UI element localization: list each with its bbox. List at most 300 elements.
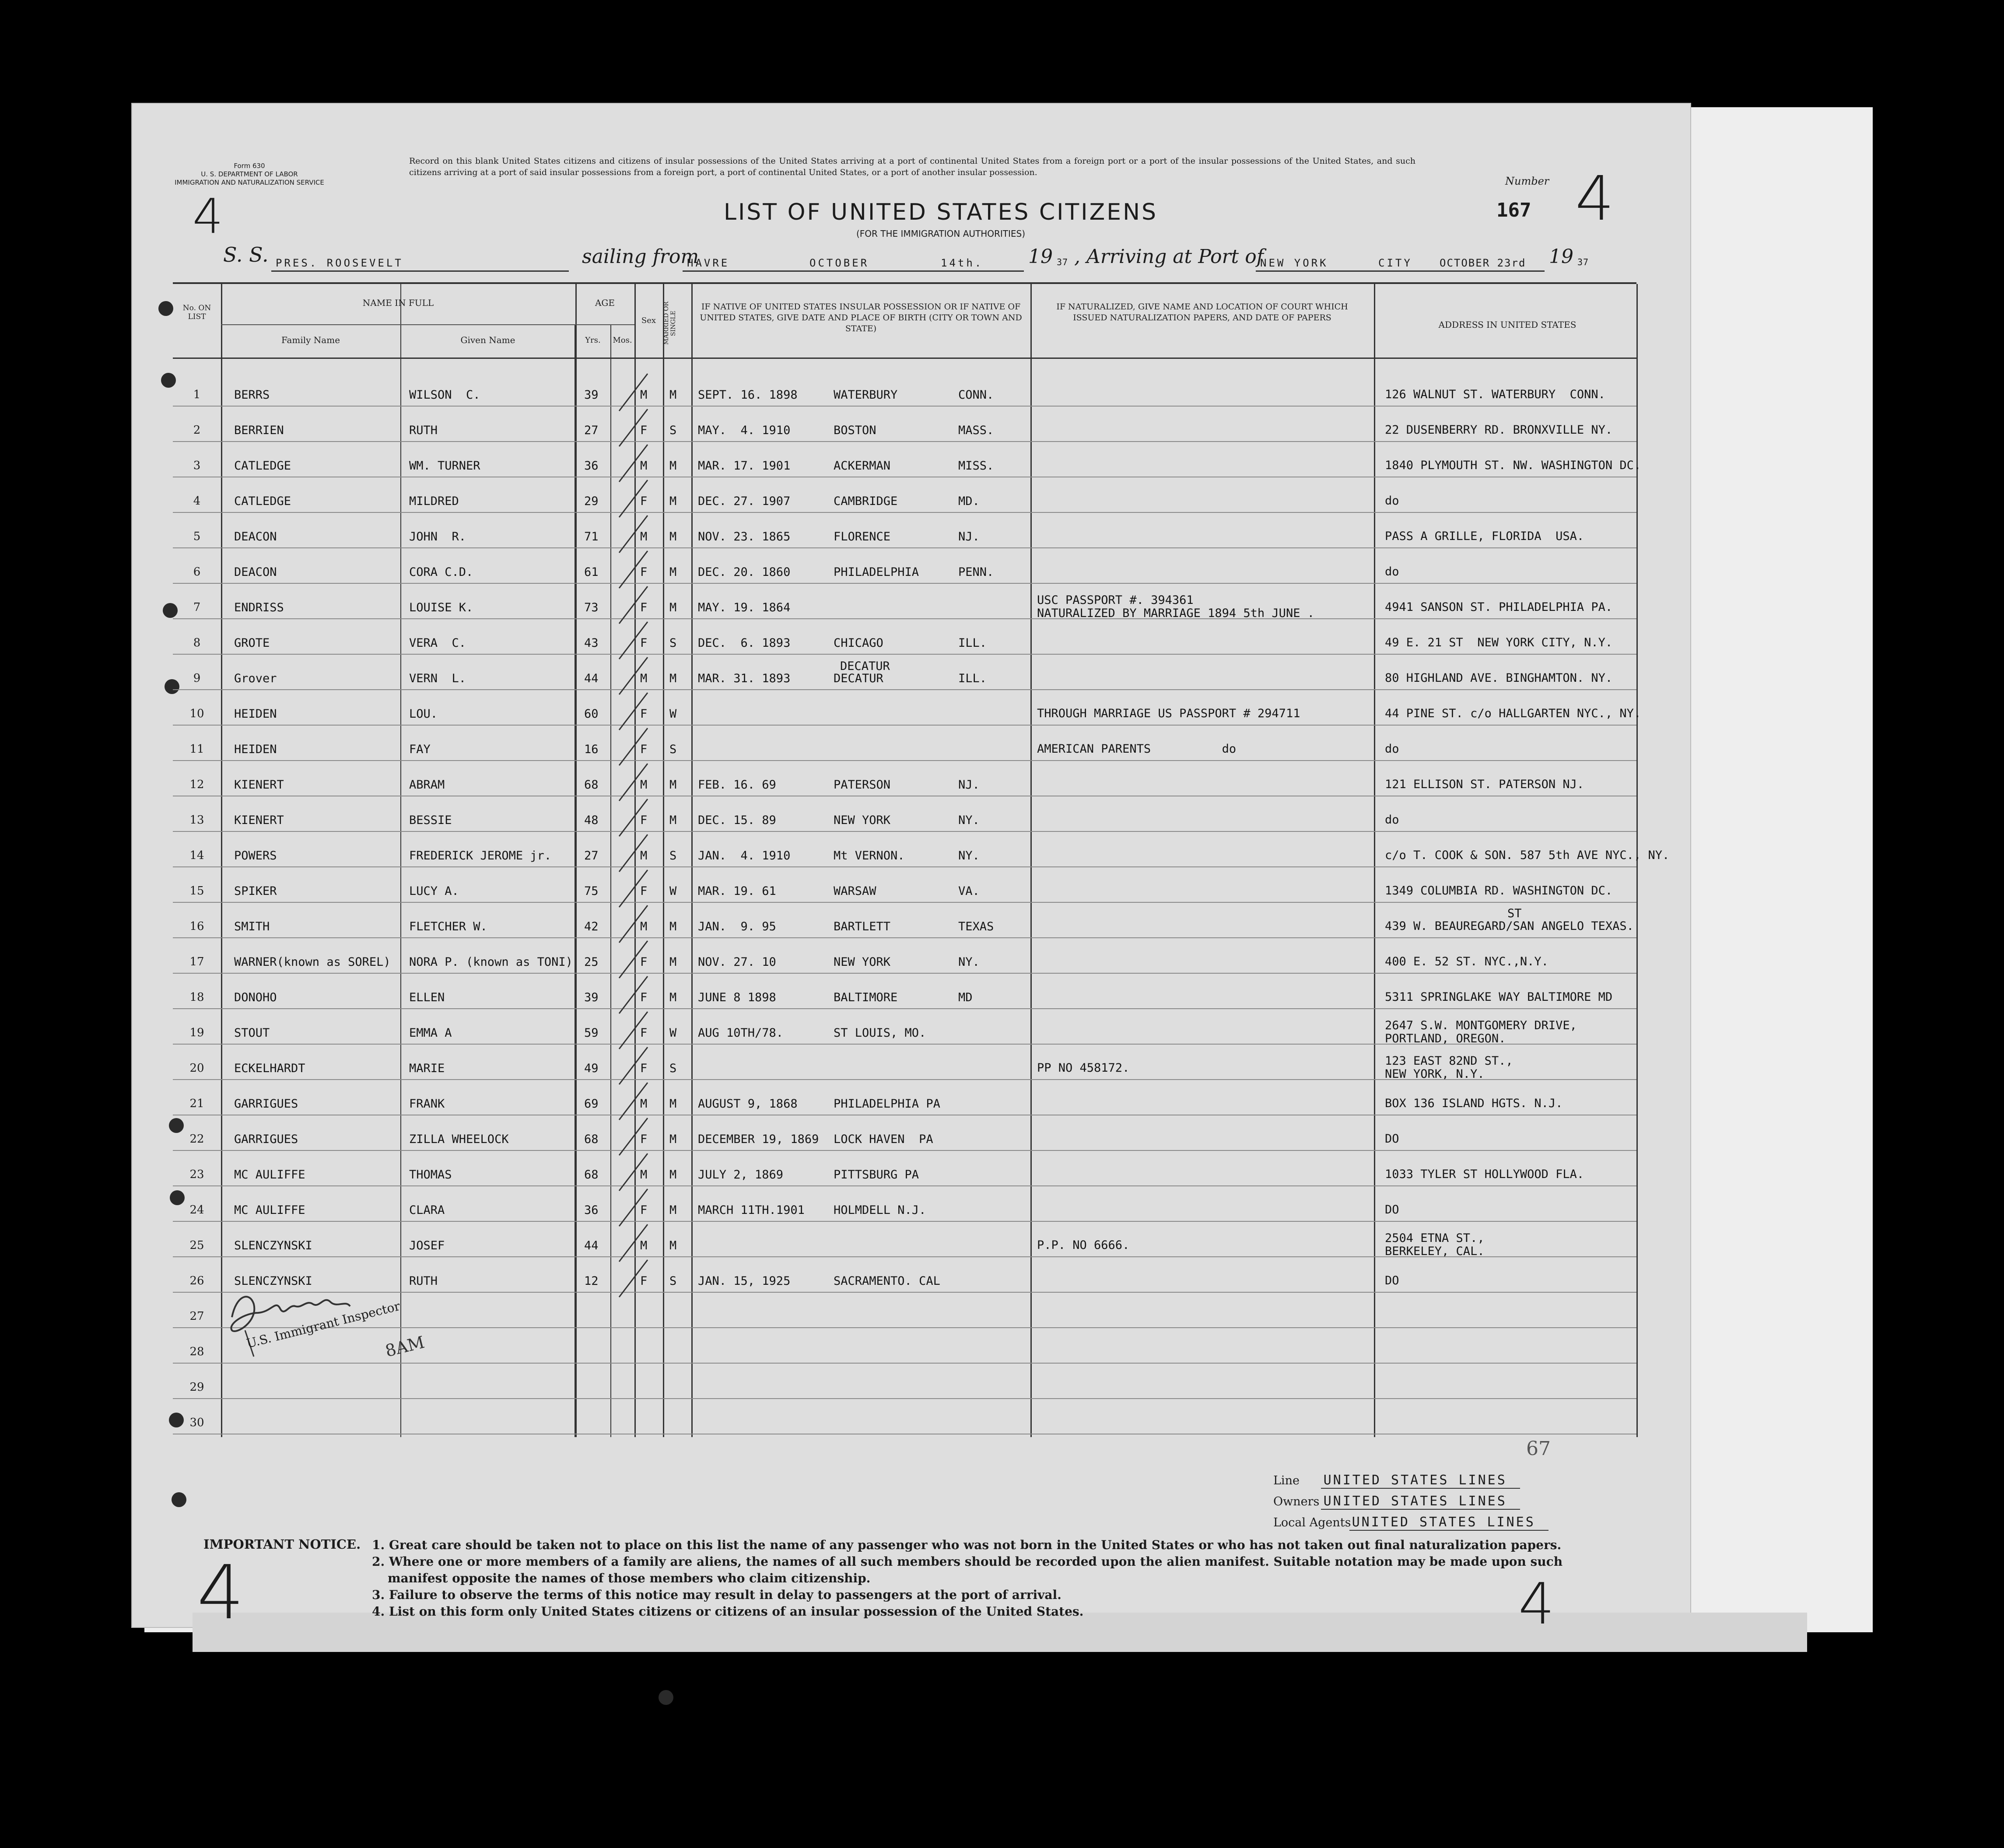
passenger-address: 1349 COLUMBIA RD. WASHINGTON DC.	[1385, 884, 1613, 898]
passenger-birth-place: PITTSBURG PA	[834, 1168, 919, 1182]
passenger-sex: M	[640, 920, 648, 933]
passenger-given-name: RUTH	[409, 424, 438, 437]
birthplace-correction: DECATUR	[840, 659, 890, 673]
passenger-sex: F	[640, 1203, 648, 1217]
passenger-birth-date: DECEMBER 19, 1869	[698, 1133, 819, 1146]
passenger-address: 126 WALNUT ST. WATERBURY CONN.	[1385, 388, 1605, 401]
passenger-marital-status: M	[669, 459, 677, 473]
row-number: 10	[189, 707, 204, 720]
passenger-sex: F	[640, 1274, 648, 1288]
passenger-family-name: MC AULIFFE	[234, 1168, 305, 1182]
passenger-marital-status: M	[669, 530, 677, 544]
passenger-sex: M	[640, 530, 648, 544]
passenger-age-years: 39	[584, 388, 599, 402]
passenger-age-years: 42	[584, 920, 599, 933]
passenger-birth-place: ST LOUIS, MO.	[834, 1026, 926, 1040]
passenger-address: do	[1385, 565, 1399, 579]
passenger-sex: M	[640, 849, 648, 863]
passenger-family-name: GARRIGUES	[234, 1133, 298, 1146]
passenger-sex: M	[640, 459, 648, 473]
local-agents-label: Local Agents	[1273, 1516, 1351, 1529]
passenger-birth-place: LOCK HAVEN PA	[834, 1133, 933, 1146]
passenger-family-name: WARNER(known as SOREL)	[234, 955, 391, 969]
passenger-age-years: 43	[584, 636, 599, 650]
passenger-family-name: KIENERT	[234, 778, 284, 792]
passenger-address: do	[1385, 742, 1399, 756]
passenger-marital-status: M	[669, 955, 677, 969]
passenger-family-name: ECKELHARDT	[234, 1062, 305, 1075]
passenger-sex: M	[640, 1097, 648, 1111]
passenger-family-name: BERRIEN	[234, 424, 284, 437]
passenger-birth-date: AUG 10TH/78.	[698, 1026, 784, 1040]
check-mark	[619, 870, 648, 907]
notice-item: 3. Failure to observe the terms of this notice may result in delay to passengers at the port of arrival.	[372, 1588, 1062, 1602]
header-given-name: Given Name	[460, 335, 515, 345]
departure-month: OCTOBER	[809, 257, 869, 269]
passenger-birth-place: CHICAGO	[834, 636, 883, 650]
check-mark	[619, 657, 648, 694]
passenger-marital-status: S	[669, 424, 677, 437]
ship-name: PRES. ROOSEVELT	[276, 257, 403, 269]
passenger-naturalization: THROUGH MARRIAGE US PASSPORT # 294711	[1037, 707, 1300, 720]
passenger-marital-status: M	[669, 920, 677, 933]
passenger-address: 4941 SANSON ST. PHILADELPHIA PA.	[1385, 600, 1613, 614]
passenger-given-name: MILDRED	[409, 494, 459, 508]
passenger-address: DO	[1385, 1132, 1399, 1146]
row-number: 7	[193, 601, 201, 614]
passenger-family-name: CATLEDGE	[234, 459, 291, 473]
passenger-age-years: 44	[584, 1239, 599, 1252]
passenger-birth-state: NJ.	[958, 778, 980, 792]
passenger-family-name: DEACON	[234, 565, 277, 579]
passenger-naturalization: AMERICAN PARENTS do	[1037, 742, 1237, 756]
passenger-given-name: ELLEN	[409, 991, 445, 1004]
punch-hole	[659, 1690, 673, 1705]
passenger-address: 121 ELLISON ST. PATERSON NJ.	[1385, 778, 1584, 791]
passenger-given-name: ZILLA WHEELOCK	[409, 1133, 509, 1146]
passenger-given-name: EMMA A	[409, 1026, 452, 1040]
passenger-marital-status: S	[669, 849, 677, 863]
passenger-sex: F	[640, 494, 648, 508]
passenger-age-years: 59	[584, 1026, 599, 1040]
passenger-marital-status: M	[669, 388, 677, 402]
inspector-title: U.S. Immigrant Inspector	[245, 1298, 402, 1351]
notice-item: manifest opposite the names of those members who claim citizenship.	[388, 1571, 871, 1585]
row-number: 6	[193, 565, 201, 579]
passenger-birth-place: NEW YORK	[834, 955, 891, 969]
passenger-given-name: VERN L.	[409, 672, 466, 685]
departure-day: 14th.	[941, 257, 984, 269]
check-mark	[619, 1189, 648, 1226]
passenger-given-name: FREDERICK JEROME jr.	[409, 849, 552, 863]
passenger-birth-state: CONN.	[958, 388, 994, 402]
check-mark	[619, 1224, 648, 1262]
passenger-naturalization: P.P. NO 6666.	[1037, 1238, 1130, 1252]
passenger-address: 22 DUSENBERRY RD. BRONXVILLE NY.	[1385, 423, 1613, 437]
passenger-address: 123 EAST 82ND ST., NEW YORK, N.Y.	[1385, 1054, 1513, 1081]
passenger-birth-date: MAR. 19. 61	[698, 884, 776, 898]
row-number: 26	[189, 1274, 204, 1287]
passenger-family-name: MC AULIFFE	[234, 1203, 305, 1217]
punch-hole	[158, 301, 173, 316]
passenger-birth-date: JUNE 8 1898	[698, 991, 776, 1004]
check-mark	[619, 586, 648, 624]
passenger-birth-state: TEXAS	[958, 920, 994, 933]
row-number: 27	[189, 1310, 204, 1323]
notice-item: 1. Great care should be taken not to place on this list the name of any passenger who was not born in the United States or who has not taken out final naturalization papers.	[372, 1538, 1562, 1552]
passenger-given-name: MARIE	[409, 1062, 445, 1075]
row-number: 23	[189, 1168, 204, 1181]
passenger-birth-state: MASS.	[958, 424, 994, 437]
local-agents-value: UNITED STATES LINES	[1349, 1515, 1549, 1531]
passenger-given-name: FAY	[409, 743, 431, 756]
passenger-birth-state: MISS.	[958, 459, 994, 473]
row-number: 5	[193, 530, 201, 543]
passenger-address: 80 HIGHLAND AVE. BINGHAMTON. NY.	[1385, 671, 1613, 685]
passenger-address: 439 W. BEAUREGARD/SAN ANGELO TEXAS.	[1385, 919, 1634, 933]
passenger-marital-status: S	[669, 636, 677, 650]
passenger-birth-state: PENN.	[958, 565, 994, 579]
passenger-family-name: KIENERT	[234, 814, 284, 827]
sailing-from-label: sailing from	[582, 245, 699, 268]
passenger-age-years: 68	[584, 1133, 599, 1146]
row-number: 29	[189, 1381, 204, 1394]
passenger-marital-status: S	[669, 1062, 677, 1075]
row-number: 9	[193, 672, 201, 685]
passenger-family-name: DEACON	[234, 530, 277, 544]
page-title: LIST OF UNITED STATES CITIZENS	[723, 199, 1158, 225]
row-number: 15	[189, 884, 204, 898]
passenger-address: DO	[1385, 1274, 1399, 1287]
passenger-birth-place: SACRAMENTO. CAL	[834, 1274, 940, 1288]
check-mark	[619, 409, 648, 446]
passenger-age-years: 36	[584, 1203, 599, 1217]
passenger-family-name: SLENCZYNSKI	[234, 1239, 312, 1252]
passenger-birth-state: ILL.	[958, 672, 987, 685]
passenger-sex: F	[640, 424, 648, 437]
passenger-birth-date: NOV. 23. 1865	[698, 530, 791, 544]
passenger-birth-state: NY.	[958, 849, 980, 863]
passenger-family-name: HEIDEN	[234, 743, 277, 756]
check-mark	[619, 445, 648, 482]
passenger-sex: M	[640, 388, 648, 402]
passenger-birth-place: BARTLETT	[834, 920, 891, 933]
passenger-sex: F	[640, 955, 648, 969]
passenger-age-years: 68	[584, 1168, 599, 1182]
passenger-sex: M	[640, 1239, 648, 1252]
line-label: Line	[1273, 1474, 1300, 1487]
passenger-birth-date: MARCH 11TH.1901	[698, 1203, 805, 1217]
passenger-given-name: ABRAM	[409, 778, 445, 792]
row-number: 11	[189, 743, 204, 756]
notice-item: 2. Where one or more members of a family are aliens, the names of all such members should be recorded upon the alien manifest. Suitable notation may be made upon such	[372, 1554, 1563, 1569]
passenger-sex: F	[640, 601, 648, 614]
passenger-marital-status: M	[669, 991, 677, 1004]
passenger-birth-place: DECATUR	[834, 672, 883, 685]
form-number: Form 630	[234, 162, 265, 170]
passenger-sex: F	[640, 565, 648, 579]
passenger-given-name: WILSON C.	[409, 388, 480, 402]
passenger-marital-status: M	[669, 1133, 677, 1146]
header-months: Mos.	[613, 336, 632, 345]
check-mark	[619, 941, 648, 978]
passenger-age-years: 61	[584, 565, 599, 579]
list-number-handwritten: 4	[1575, 163, 1615, 235]
local-agents-row	[1273, 1515, 1549, 1530]
row-number: 2	[193, 424, 201, 437]
passenger-birth-place: PATERSON	[834, 778, 891, 792]
passenger-address: do	[1385, 494, 1399, 508]
passenger-given-name: JOHN R.	[409, 530, 466, 544]
passenger-sex: F	[640, 636, 648, 650]
notice-list	[372, 1537, 1641, 1620]
passenger-address: 44 PINE ST. c/o HALLGARTEN NYC., NY.	[1385, 707, 1641, 720]
number-label: Number	[1505, 175, 1549, 187]
form-identifier	[171, 162, 328, 187]
check-mark	[619, 1012, 648, 1049]
passenger-age-years: 27	[584, 849, 599, 863]
passenger-birth-date: DEC. 6. 1893	[698, 636, 791, 650]
passenger-given-name: FRANK	[409, 1097, 445, 1111]
passenger-birth-date: MAY. 19. 1864	[698, 601, 791, 614]
passenger-age-years: 39	[584, 991, 599, 1004]
passenger-given-name: JOSEF	[409, 1239, 445, 1252]
check-mark	[619, 905, 648, 943]
header-sex: Sex	[641, 316, 656, 325]
passenger-family-name: POWERS	[234, 849, 277, 863]
passenger-sex: F	[640, 1133, 648, 1146]
passenger-birth-date: MAR. 31. 1893	[698, 672, 791, 685]
check-mark	[619, 622, 648, 659]
row-number: 3	[193, 459, 201, 472]
passenger-age-years: 16	[584, 743, 599, 756]
passenger-birth-date: JULY 2, 1869	[698, 1168, 784, 1182]
passenger-marital-status: M	[669, 1097, 677, 1111]
passenger-age-years: 12	[584, 1274, 599, 1288]
passenger-family-name: GROTE	[234, 636, 270, 650]
passenger-birth-date: MAY. 4. 1910	[698, 424, 791, 437]
arrival-date: OCTOBER 23rd	[1440, 257, 1526, 269]
page-subtitle: (FOR THE IMMIGRATION AUTHORITIES)	[856, 228, 1026, 239]
punch-hole	[172, 1492, 186, 1507]
owners-row	[1273, 1494, 1520, 1509]
passenger-marital-status: W	[669, 707, 677, 721]
passenger-sex: F	[640, 1026, 648, 1040]
passenger-given-name: CLARA	[409, 1203, 445, 1217]
header-age: AGE	[595, 298, 615, 308]
passenger-age-years: 75	[584, 884, 599, 898]
arrival-port: NEW YORK	[1260, 257, 1328, 269]
passenger-family-name: BERRS	[234, 388, 270, 402]
row-number: 17	[189, 955, 204, 968]
passenger-sex: F	[640, 707, 648, 721]
service-name: IMMIGRATION AND NATURALIZATION SERVICE	[175, 179, 324, 186]
passenger-marital-status: S	[669, 743, 677, 756]
passenger-birth-place: BOSTON	[834, 424, 876, 437]
notice-heading: IMPORTANT NOTICE.	[203, 1537, 361, 1552]
handwritten-number-bottom-right: 4	[1518, 1571, 1555, 1637]
passenger-given-name: WM. TURNER	[409, 459, 480, 473]
departure-port: HAVRE	[687, 257, 730, 269]
passenger-birth-date: JAN. 9. 95	[698, 920, 776, 933]
owners-value: UNITED STATES LINES	[1321, 1494, 1520, 1510]
check-mark	[619, 1047, 648, 1084]
check-mark	[619, 374, 648, 411]
voyage-line	[223, 243, 1615, 274]
passenger-age-years: 71	[584, 530, 599, 544]
passenger-birth-state: ILL.	[958, 636, 987, 650]
check-mark	[619, 1260, 648, 1297]
passenger-birth-state: MD	[958, 991, 973, 1004]
passenger-family-name: ENDRISS	[234, 601, 284, 614]
passenger-age-years: 60	[584, 707, 599, 721]
check-mark	[619, 764, 648, 801]
passenger-sex: F	[640, 1062, 648, 1075]
passenger-address: 49 E. 21 ST NEW YORK CITY, N.Y.	[1385, 636, 1613, 649]
passenger-given-name: NORA P. (known as TONI)	[409, 955, 573, 969]
check-mark	[619, 799, 648, 836]
passenger-birth-state: MD.	[958, 494, 980, 508]
passenger-marital-status: S	[669, 1274, 677, 1288]
passenger-family-name: Grover	[234, 672, 277, 685]
passenger-birth-date: JAN. 4. 1910	[698, 849, 791, 863]
passenger-given-name: LOUISE K.	[409, 601, 473, 614]
passenger-birth-state: NY.	[958, 955, 980, 969]
passenger-birth-place: Mt VERNON.	[834, 849, 905, 863]
passenger-marital-status: M	[669, 601, 677, 614]
notice-item: 4. List on this form only United States citizens or citizens of an insular possession of the United States.	[372, 1604, 1084, 1619]
passenger-birth-place: FLORENCE	[834, 530, 891, 544]
passenger-birth-place: WARSAW	[834, 884, 876, 898]
header-name-in-full: NAME IN FULL	[362, 298, 434, 308]
passenger-given-name: VERA C.	[409, 636, 466, 650]
passenger-sex: F	[640, 884, 648, 898]
passenger-family-name: HEIDEN	[234, 707, 277, 721]
header-family-name: Family Name	[281, 335, 340, 345]
row-number: 18	[189, 991, 204, 1004]
passenger-given-name: RUTH	[409, 1274, 438, 1288]
row-number: 30	[189, 1416, 204, 1429]
passenger-given-name: LOU.	[409, 707, 438, 721]
passenger-marital-status: M	[669, 494, 677, 508]
header-address: ADDRESS IN UNITED STATES	[1438, 319, 1577, 330]
check-mark	[619, 1083, 648, 1120]
inspector-note: 8AM	[383, 1332, 427, 1361]
year-prefix: 19	[1028, 245, 1053, 268]
passenger-address: 1840 PLYMOUTH ST. NW. WASHINGTON DC.	[1385, 459, 1641, 472]
check-mark	[619, 480, 648, 517]
check-mark	[619, 976, 648, 1013]
passenger-family-name: DONOHO	[234, 991, 277, 1004]
owners-label: Owners	[1273, 1495, 1320, 1508]
passenger-address: c/o T. COOK & SON. 587 5th AVE NYC., NY.	[1385, 849, 1670, 862]
page-number-stamp: 167	[1496, 199, 1531, 221]
passenger-age-years: 73	[584, 601, 599, 614]
address-insertion: ST	[1507, 907, 1522, 920]
row-number: 16	[189, 920, 204, 933]
passenger-address: do	[1385, 813, 1399, 827]
passenger-birth-place: WATERBURY	[834, 388, 898, 402]
passenger-birth-place: ACKERMAN	[834, 459, 891, 473]
passenger-naturalization: USC PASSPORT #. 394361 NATURALIZED BY MARRIAGE 1894 5th JUNE .	[1037, 593, 1314, 620]
passenger-age-years: 25	[584, 955, 599, 969]
passenger-age-years: 29	[584, 494, 599, 508]
passenger-marital-status: M	[669, 565, 677, 579]
check-mark	[619, 551, 648, 588]
passenger-address: DO	[1385, 1203, 1399, 1217]
row-number: 20	[189, 1062, 204, 1075]
passenger-family-name: CATLEDGE	[234, 494, 291, 508]
row-number: 28	[189, 1345, 204, 1358]
row-number: 22	[189, 1133, 204, 1146]
passenger-birth-date: NOV. 27. 10	[698, 955, 776, 969]
check-mark	[619, 1118, 648, 1155]
passenger-family-name: SLENCZYNSKI	[234, 1274, 312, 1288]
row-number: 21	[189, 1097, 204, 1110]
passenger-address: BOX 136 ISLAND HGTS. N.J.	[1385, 1097, 1563, 1110]
passenger-birth-state: NY.	[958, 814, 980, 827]
passenger-age-years: 68	[584, 778, 599, 792]
row-number: 12	[189, 778, 204, 791]
passenger-sex: M	[640, 1168, 648, 1182]
passenger-sex: M	[640, 672, 648, 685]
serial-number: 67	[1526, 1438, 1551, 1460]
passenger-naturalization: PP NO 458172.	[1037, 1061, 1130, 1075]
header-no-on-list: No. ON LIST	[182, 304, 211, 321]
row-number: 8	[193, 636, 201, 649]
passenger-age-years: 49	[584, 1062, 599, 1075]
passenger-birth-date: DEC. 27. 1907	[698, 494, 791, 508]
handwritten-number-top-left: 4	[193, 188, 223, 244]
passenger-age-years: 36	[584, 459, 599, 473]
passenger-birth-state: NJ.	[958, 530, 980, 544]
departure-year: 37	[1057, 257, 1069, 267]
passenger-address: PASS A GRILLE, FLORIDA USA.	[1385, 530, 1584, 543]
header-years: Yrs.	[585, 336, 601, 345]
passenger-birth-date: JAN. 15, 1925	[698, 1274, 791, 1288]
header-birth-place: IF NATIVE OF UNITED STATES INSULAR POSSESSION OR IF NATIVE OF UNITED STATES, GIVE DATE AND PLACE OF BIRTH (CITY OR TOWN AND STATE)	[700, 302, 1022, 333]
passenger-sex: F	[640, 743, 648, 756]
passenger-family-name: GARRIGUES	[234, 1097, 298, 1111]
line-row	[1273, 1473, 1520, 1488]
passenger-age-years: 69	[584, 1097, 599, 1111]
passenger-birth-date: AUGUST 9, 1868	[698, 1097, 798, 1111]
header-naturalization: IF NATURALIZED, GIVE NAME AND LOCATION OF COURT WHICH ISSUED NATURALIZATION PAPERS, AND DATE OF PAPERS	[1056, 302, 1348, 323]
ss-label: S. S.	[223, 243, 269, 267]
passenger-marital-status: M	[669, 1239, 677, 1252]
city-label: CITY	[1378, 257, 1412, 269]
passenger-sex: F	[640, 991, 648, 1004]
passenger-age-years: 48	[584, 814, 599, 827]
passenger-marital-status: M	[669, 1203, 677, 1217]
passenger-address: 400 E. 52 ST. NYC.,N.Y.	[1385, 955, 1549, 968]
passenger-birth-state: VA.	[958, 884, 980, 898]
department-name: U. S. DEPARTMENT OF LABOR	[201, 170, 298, 178]
passenger-birth-date: DEC. 15. 89	[698, 814, 776, 827]
passenger-marital-status: M	[669, 778, 677, 792]
passenger-birth-place: NEW YORK	[834, 814, 891, 827]
passenger-birth-date: SEPT. 16. 1898	[698, 388, 798, 402]
header-married-or-single: MARRIED OR SINGLE	[663, 302, 677, 345]
check-mark	[619, 728, 648, 765]
passenger-address: 5311 SPRINGLAKE WAY BALTIMORE MD	[1385, 990, 1613, 1004]
row-number: 25	[189, 1239, 204, 1252]
check-mark	[619, 1154, 648, 1191]
passenger-family-name: STOUT	[234, 1026, 270, 1040]
passenger-birth-date: FEB. 16. 69	[698, 778, 776, 792]
row-number: 19	[189, 1026, 204, 1039]
passenger-birth-date: DEC. 20. 1860	[698, 565, 791, 579]
